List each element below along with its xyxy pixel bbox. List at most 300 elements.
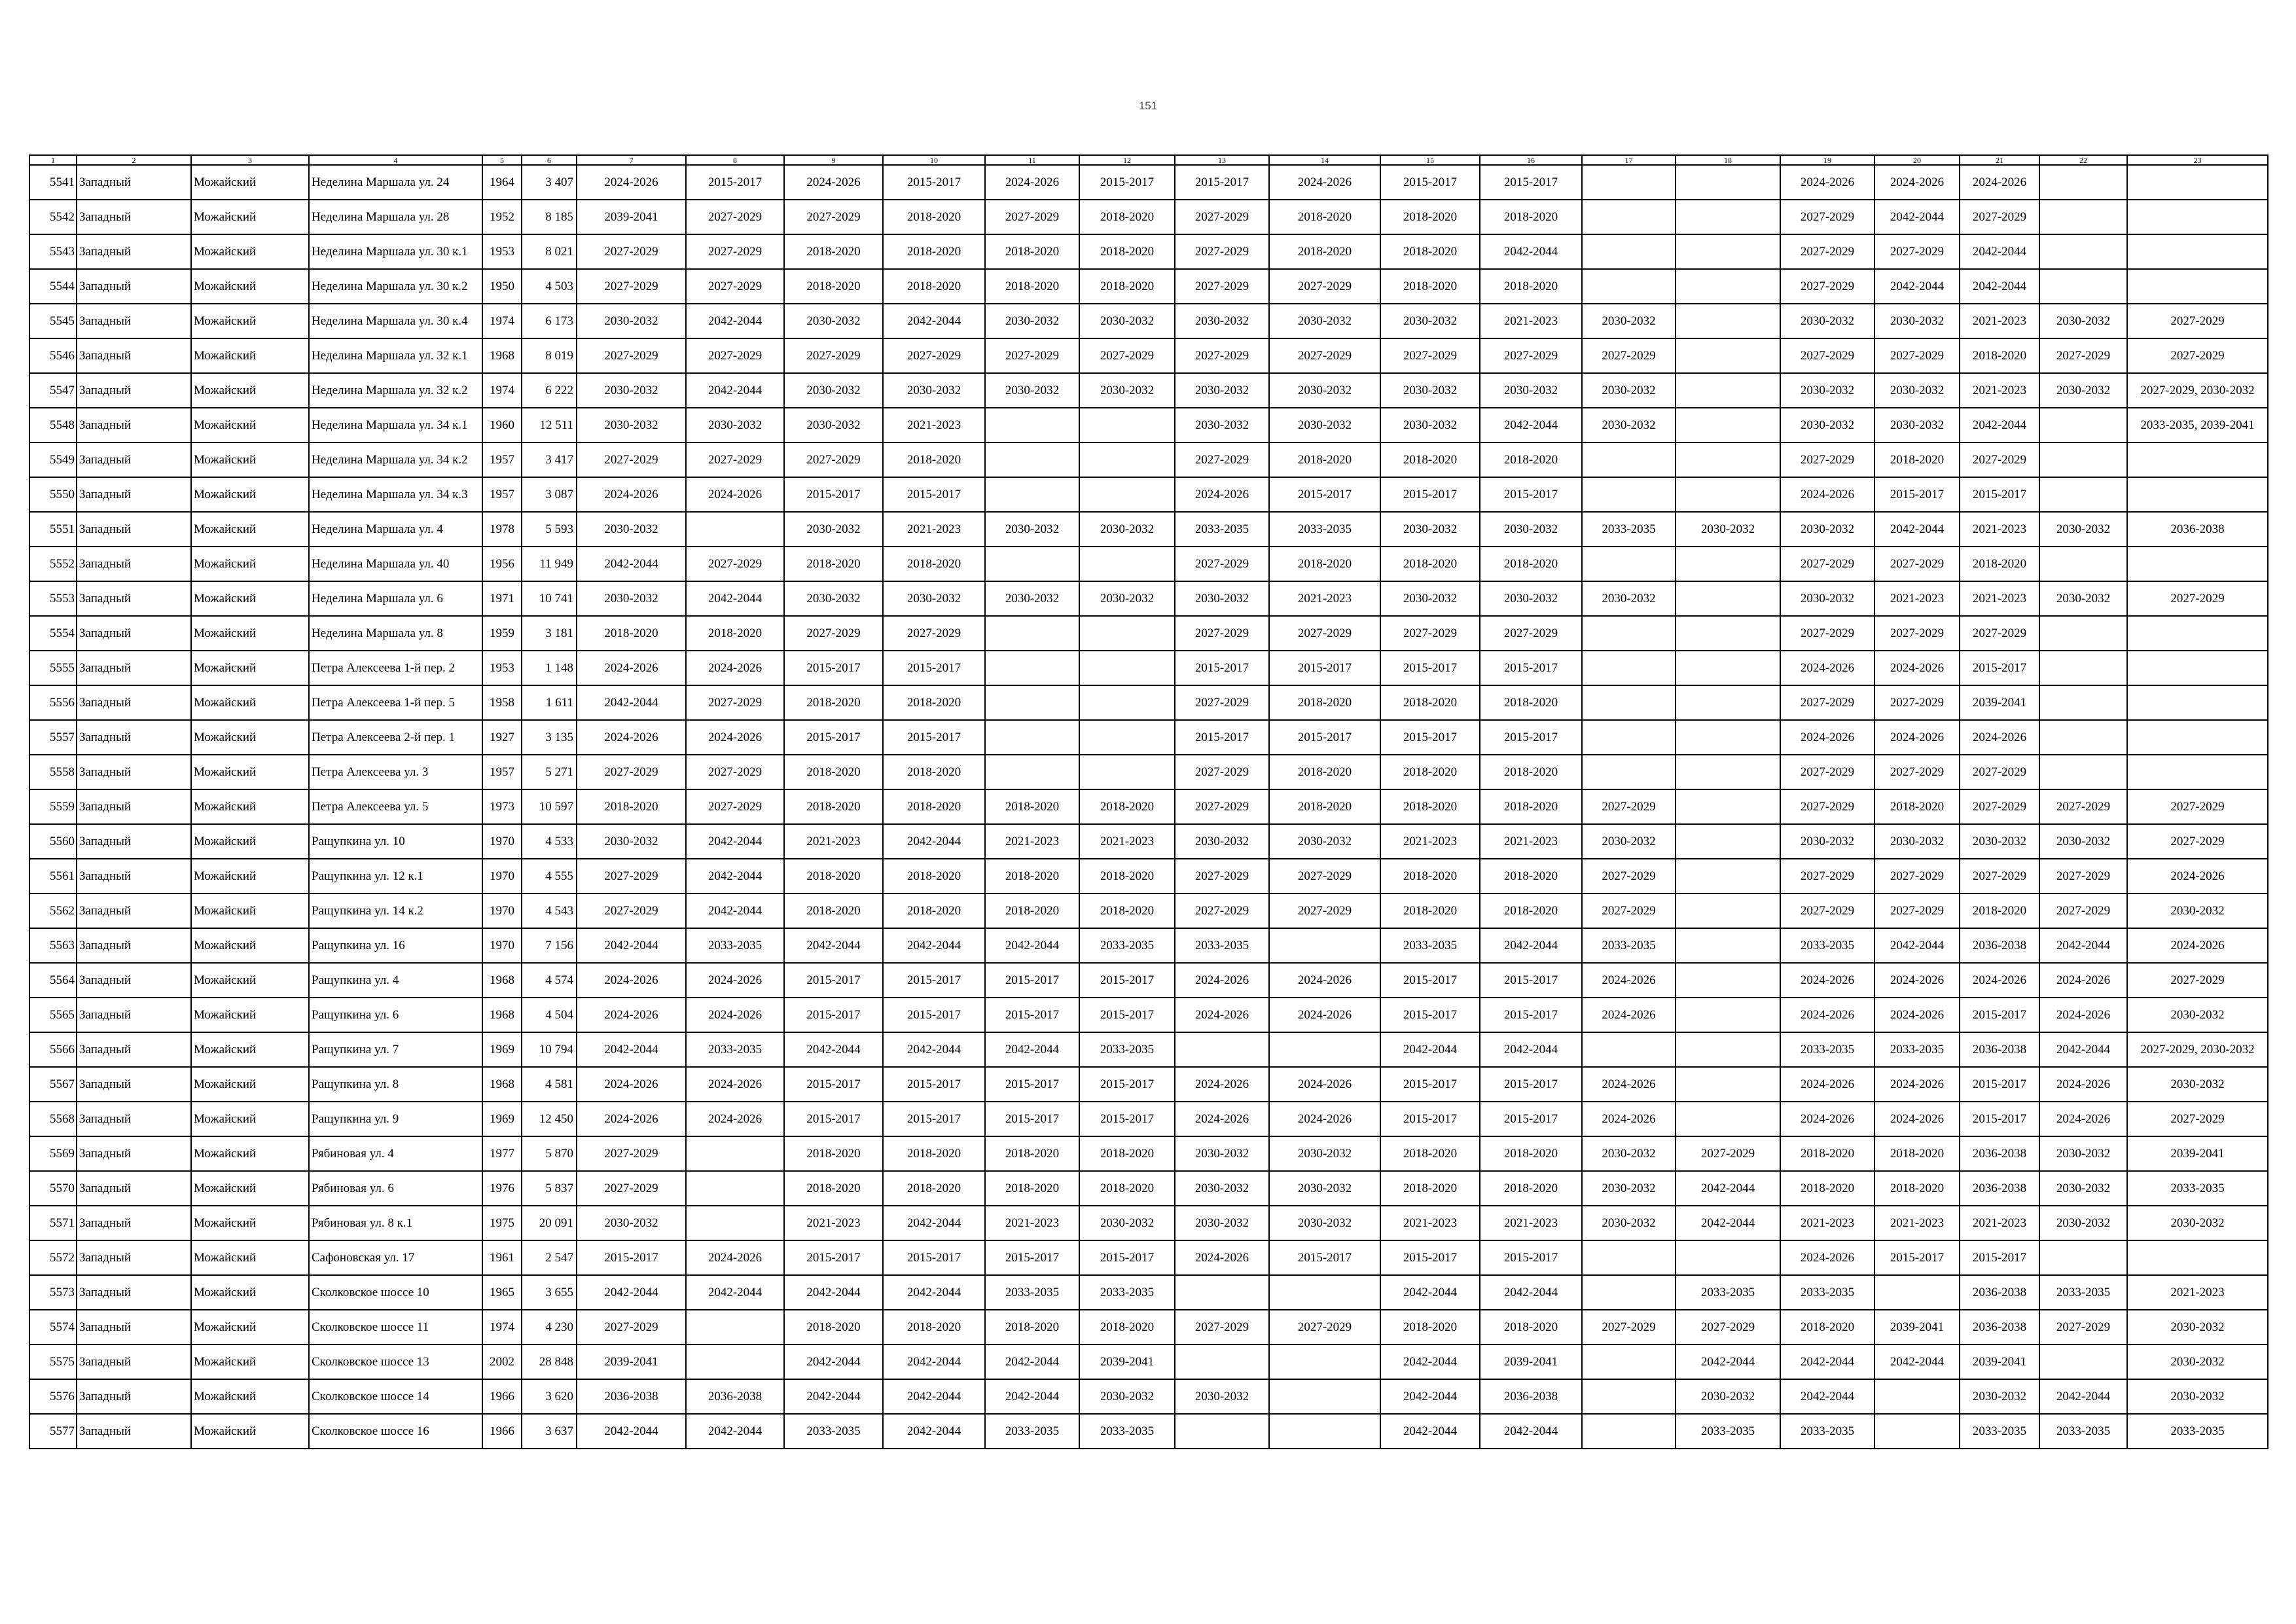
table-cell-col-2: Западный <box>77 512 191 547</box>
table-cell-col-16: 2042-2044 <box>1480 234 1582 269</box>
table-cell-col-12: 2018-2020 <box>1079 789 1175 824</box>
table-cell-col-1: 5547 <box>29 373 77 408</box>
table-cell-col-1: 5563 <box>29 928 77 963</box>
table-cell-col-15: 2015-2017 <box>1380 651 1480 685</box>
table-cell-col-2: Западный <box>77 477 191 512</box>
table-cell-col-16: 2018-2020 <box>1480 1310 1582 1344</box>
table-cell-col-13: 2027-2029 <box>1175 1310 1269 1344</box>
table-cell-col-11: 2042-2044 <box>985 1032 1079 1067</box>
table-cell-col-22: 2027-2029 <box>2039 338 2127 373</box>
table-cell-col-9: 2018-2020 <box>784 755 883 789</box>
table-row <box>29 200 2268 234</box>
table-cell-col-18 <box>1676 547 1780 581</box>
table-cell-col-4: Рябиновая ул. 6 <box>309 1171 482 1206</box>
table-cell-col-12 <box>1079 720 1175 755</box>
table-row <box>29 616 2268 651</box>
table-cell-col-23: 2027-2029 <box>2127 963 2268 998</box>
table-cell-col-11: 2030-2032 <box>985 304 1079 338</box>
table-cell-col-21: 2036-2038 <box>1960 1275 2039 1310</box>
table-cell-col-5: 1969 <box>482 1102 522 1136</box>
table-cell-col-12: 2015-2017 <box>1079 998 1175 1032</box>
table-cell-col-17 <box>1582 477 1676 512</box>
table-cell-col-19: 2024-2026 <box>1780 165 1874 200</box>
table-cell-col-11 <box>985 408 1079 442</box>
table-cell-col-15: 2015-2017 <box>1380 165 1480 200</box>
table-cell-col-17: 2024-2026 <box>1582 1067 1676 1102</box>
table-cell-col-15: 2018-2020 <box>1380 1136 1480 1171</box>
table-row <box>29 1275 2268 1310</box>
table-cell-col-17 <box>1582 1275 1676 1310</box>
table-cell-col-13: 2030-2032 <box>1175 408 1269 442</box>
table-cell-col-4: Неделина Маршала ул. 28 <box>309 200 482 234</box>
table-cell-col-16: 2018-2020 <box>1480 859 1582 893</box>
table-cell-col-16: 2018-2020 <box>1480 755 1582 789</box>
table-cell-col-1: 5558 <box>29 755 77 789</box>
table-cell-col-13: 2027-2029 <box>1175 685 1269 720</box>
table-cell-col-8 <box>686 1310 784 1344</box>
table-cell-col-5: 1965 <box>482 1275 522 1310</box>
table-cell-col-13: 2024-2026 <box>1175 1240 1269 1275</box>
table-cell-col-9: 2024-2026 <box>784 165 883 200</box>
table-cell-col-9: 2027-2029 <box>784 200 883 234</box>
table-cell-col-13: 2027-2029 <box>1175 338 1269 373</box>
table-cell-col-13 <box>1175 1275 1269 1310</box>
table-cell-col-9: 2042-2044 <box>784 1275 883 1310</box>
table-cell-col-18 <box>1676 165 1780 200</box>
table-cell-col-2: Западный <box>77 963 191 998</box>
table-cell-col-20: 2030-2032 <box>1874 408 1960 442</box>
table-cell-col-5: 1970 <box>482 928 522 963</box>
table-cell-col-19: 2030-2032 <box>1780 581 1874 616</box>
table-row <box>29 755 2268 789</box>
table-cell-col-23: 2030-2032 <box>2127 1067 2268 1102</box>
table-cell-col-11: 2018-2020 <box>985 1136 1079 1171</box>
table-cell-col-16: 2021-2023 <box>1480 1206 1582 1240</box>
table-cell-col-6: 3 620 <box>522 1379 577 1414</box>
table-cell-col-23: 2024-2026 <box>2127 859 2268 893</box>
table-cell-col-21: 2021-2023 <box>1960 512 2039 547</box>
table-cell-col-16: 2036-2038 <box>1480 1379 1582 1414</box>
table-cell-col-21: 2039-2041 <box>1960 685 2039 720</box>
table-cell-col-21: 2024-2026 <box>1960 720 2039 755</box>
table-cell-col-3: Можайский <box>191 581 309 616</box>
table-cell-col-20: 2018-2020 <box>1874 1171 1960 1206</box>
table-cell-col-17 <box>1582 442 1676 477</box>
table-cell-col-22 <box>2039 755 2127 789</box>
table-cell-col-5: 1966 <box>482 1379 522 1414</box>
table-cell-col-12: 2015-2017 <box>1079 1067 1175 1102</box>
table-cell-col-21: 2042-2044 <box>1960 408 2039 442</box>
table-cell-col-11: 2018-2020 <box>985 1310 1079 1344</box>
table-cell-col-12: 2030-2032 <box>1079 1206 1175 1240</box>
table-cell-col-5: 1970 <box>482 859 522 893</box>
table-cell-col-18 <box>1676 859 1780 893</box>
table-cell-col-7: 2039-2041 <box>577 1344 686 1379</box>
table-cell-col-16: 2027-2029 <box>1480 338 1582 373</box>
table-cell-col-6: 4 230 <box>522 1310 577 1344</box>
table-cell-col-13: 2030-2032 <box>1175 1206 1269 1240</box>
table-cell-col-15: 2021-2023 <box>1380 1206 1480 1240</box>
table-cell-col-12 <box>1079 477 1175 512</box>
table-cell-col-2: Западный <box>77 165 191 200</box>
table-cell-col-3: Можайский <box>191 1067 309 1102</box>
table-cell-col-8: 2027-2029 <box>686 789 784 824</box>
table-cell-col-19: 2030-2032 <box>1780 512 1874 547</box>
table-cell-col-8 <box>686 1344 784 1379</box>
table-cell-col-22: 2030-2032 <box>2039 581 2127 616</box>
table-cell-col-1: 5549 <box>29 442 77 477</box>
table-cell-col-4: Ращупкина ул. 12 к.1 <box>309 859 482 893</box>
table-cell-col-23: 2030-2032 <box>2127 998 2268 1032</box>
table-cell-col-3: Можайский <box>191 1136 309 1171</box>
table-cell-col-8: 2042-2044 <box>686 581 784 616</box>
table-cell-col-15: 2030-2032 <box>1380 512 1480 547</box>
table-cell-col-11: 2018-2020 <box>985 893 1079 928</box>
table-cell-col-13: 2024-2026 <box>1175 1067 1269 1102</box>
table-cell-col-22 <box>2039 547 2127 581</box>
table-cell-col-15: 2015-2017 <box>1380 477 1480 512</box>
table-cell-col-17: 2030-2032 <box>1582 1206 1676 1240</box>
table-cell-col-13: 2033-2035 <box>1175 512 1269 547</box>
table-cell-col-15: 2042-2044 <box>1380 1414 1480 1449</box>
table-cell-col-12 <box>1079 547 1175 581</box>
table-cell-col-9: 2018-2020 <box>784 893 883 928</box>
table-row <box>29 651 2268 685</box>
table-row <box>29 1310 2268 1344</box>
table-cell-col-5: 1977 <box>482 1136 522 1171</box>
table-cell-col-19: 2042-2044 <box>1780 1379 1874 1414</box>
table-cell-col-17: 2030-2032 <box>1582 824 1676 859</box>
table-cell-col-17: 2024-2026 <box>1582 963 1676 998</box>
table-cell-col-6: 7 156 <box>522 928 577 963</box>
table-cell-col-15: 2018-2020 <box>1380 893 1480 928</box>
table-cell-col-9: 2018-2020 <box>784 859 883 893</box>
table-cell-col-3: Можайский <box>191 685 309 720</box>
table-cell-col-3: Можайский <box>191 1240 309 1275</box>
table-cell-col-20 <box>1874 1414 1960 1449</box>
table-cell-col-8: 2030-2032 <box>686 408 784 442</box>
table-cell-col-10: 2042-2044 <box>883 1275 985 1310</box>
column-number-17: 17 <box>1582 155 1676 165</box>
table-cell-col-18: 2033-2035 <box>1676 1275 1780 1310</box>
table-cell-col-14: 2027-2029 <box>1269 338 1380 373</box>
table-cell-col-10: 2018-2020 <box>883 893 985 928</box>
table-cell-col-18 <box>1676 928 1780 963</box>
table-cell-col-8: 2027-2029 <box>686 234 784 269</box>
table-cell-col-6: 3 417 <box>522 442 577 477</box>
column-number-9: 9 <box>784 155 883 165</box>
table-cell-col-3: Можайский <box>191 616 309 651</box>
table-cell-col-13: 2027-2029 <box>1175 616 1269 651</box>
table-cell-col-9: 2030-2032 <box>784 581 883 616</box>
table-cell-col-15: 2030-2032 <box>1380 304 1480 338</box>
table-cell-col-20: 2027-2029 <box>1874 234 1960 269</box>
table-cell-col-21: 2021-2023 <box>1960 304 2039 338</box>
table-cell-col-15: 2015-2017 <box>1380 1102 1480 1136</box>
table-cell-col-7: 2018-2020 <box>577 789 686 824</box>
table-cell-col-3: Можайский <box>191 408 309 442</box>
table-cell-col-7: 2027-2029 <box>577 859 686 893</box>
table-cell-col-23: 2021-2023 <box>2127 1275 2268 1310</box>
table-cell-col-9: 2018-2020 <box>784 789 883 824</box>
table-cell-col-11: 2015-2017 <box>985 1067 1079 1102</box>
table-cell-col-5: 1953 <box>482 651 522 685</box>
table-cell-col-6: 12 450 <box>522 1102 577 1136</box>
table-cell-col-16: 2015-2017 <box>1480 1067 1582 1102</box>
table-cell-col-3: Можайский <box>191 234 309 269</box>
table-cell-col-2: Западный <box>77 998 191 1032</box>
table-cell-col-5: 1958 <box>482 685 522 720</box>
table-row <box>29 1102 2268 1136</box>
table-cell-col-6: 5 837 <box>522 1171 577 1206</box>
table-cell-col-15: 2018-2020 <box>1380 789 1480 824</box>
table-cell-col-15: 2027-2029 <box>1380 338 1480 373</box>
table-cell-col-23 <box>2127 442 2268 477</box>
table-cell-col-23: 2027-2029 <box>2127 824 2268 859</box>
table-cell-col-14: 2027-2029 <box>1269 269 1380 304</box>
table-cell-col-10: 2015-2017 <box>883 1102 985 1136</box>
table-cell-col-16: 2015-2017 <box>1480 998 1582 1032</box>
table-cell-col-2: Западный <box>77 338 191 373</box>
table-cell-col-12: 2015-2017 <box>1079 963 1175 998</box>
table-cell-col-11: 2024-2026 <box>985 165 1079 200</box>
table-cell-col-18 <box>1676 269 1780 304</box>
table-cell-col-8: 2042-2044 <box>686 859 784 893</box>
table-cell-col-14: 2018-2020 <box>1269 755 1380 789</box>
table-cell-col-16: 2015-2017 <box>1480 477 1582 512</box>
table-cell-col-6: 1 148 <box>522 651 577 685</box>
table-cell-col-15: 2018-2020 <box>1380 547 1480 581</box>
table-cell-col-14: 2030-2032 <box>1269 1136 1380 1171</box>
table-cell-col-16: 2015-2017 <box>1480 963 1582 998</box>
table-cell-col-3: Можайский <box>191 1171 309 1206</box>
table-cell-col-6: 5 593 <box>522 512 577 547</box>
table-cell-col-12 <box>1079 408 1175 442</box>
table-cell-col-15: 2018-2020 <box>1380 859 1480 893</box>
table-cell-col-15: 2042-2044 <box>1380 1344 1480 1379</box>
table-cell-col-2: Западный <box>77 720 191 755</box>
table-row <box>29 859 2268 893</box>
table-cell-col-21: 2021-2023 <box>1960 1206 2039 1240</box>
table-cell-col-18: 2042-2044 <box>1676 1344 1780 1379</box>
table-cell-col-10: 2027-2029 <box>883 616 985 651</box>
table-cell-col-23: 2027-2029 <box>2127 789 2268 824</box>
table-cell-col-3: Можайский <box>191 442 309 477</box>
table-cell-col-16: 2018-2020 <box>1480 1136 1582 1171</box>
table-cell-col-17: 2027-2029 <box>1582 789 1676 824</box>
page-number: 151 <box>1138 99 1158 112</box>
table-cell-col-11 <box>985 477 1079 512</box>
table-cell-col-21: 2021-2023 <box>1960 581 2039 616</box>
table-cell-col-2: Западный <box>77 1310 191 1344</box>
table-cell-col-19: 2027-2029 <box>1780 269 1874 304</box>
table-cell-col-4: Неделина Маршала ул. 32 к.2 <box>309 373 482 408</box>
table-cell-col-1: 5551 <box>29 512 77 547</box>
table-cell-col-7: 2030-2032 <box>577 304 686 338</box>
table-cell-col-17 <box>1582 720 1676 755</box>
table-cell-col-4: Сколковское шоссе 14 <box>309 1379 482 1414</box>
table-cell-col-2: Западный <box>77 859 191 893</box>
table-cell-col-12: 2018-2020 <box>1079 1310 1175 1344</box>
table-cell-col-21: 2015-2017 <box>1960 1067 2039 1102</box>
table-cell-col-11: 2042-2044 <box>985 1379 1079 1414</box>
table-cell-col-9: 2030-2032 <box>784 408 883 442</box>
table-cell-col-4: Неделина Маршала ул. 34 к.3 <box>309 477 482 512</box>
table-cell-col-21: 2021-2023 <box>1960 373 2039 408</box>
table-cell-col-22 <box>2039 477 2127 512</box>
table-cell-col-6: 4 581 <box>522 1067 577 1102</box>
table-cell-col-22: 2024-2026 <box>2039 963 2127 998</box>
table-cell-col-2: Западный <box>77 1344 191 1379</box>
table-cell-col-3: Можайский <box>191 477 309 512</box>
table-cell-col-19: 2024-2026 <box>1780 998 1874 1032</box>
table-cell-col-3: Можайский <box>191 651 309 685</box>
table-cell-col-6: 28 848 <box>522 1344 577 1379</box>
table-cell-col-12: 2018-2020 <box>1079 200 1175 234</box>
table-cell-col-12: 2030-2032 <box>1079 304 1175 338</box>
table-cell-col-20: 2024-2026 <box>1874 1102 1960 1136</box>
table-cell-col-6: 10 597 <box>522 789 577 824</box>
table-cell-col-6: 4 504 <box>522 998 577 1032</box>
table-cell-col-7: 2024-2026 <box>577 998 686 1032</box>
table-cell-col-11 <box>985 442 1079 477</box>
table-cell-col-4: Рябиновая ул. 8 к.1 <box>309 1206 482 1240</box>
table-cell-col-15: 2021-2023 <box>1380 824 1480 859</box>
table-cell-col-18 <box>1676 824 1780 859</box>
table-cell-col-12: 2021-2023 <box>1079 824 1175 859</box>
table-cell-col-1: 5572 <box>29 1240 77 1275</box>
table-cell-col-9: 2018-2020 <box>784 269 883 304</box>
table-cell-col-17: 2027-2029 <box>1582 338 1676 373</box>
table-cell-col-18 <box>1676 893 1780 928</box>
table-cell-col-20: 2015-2017 <box>1874 477 1960 512</box>
table-cell-col-10: 2018-2020 <box>883 755 985 789</box>
table-cell-col-19: 2027-2029 <box>1780 338 1874 373</box>
table-cell-col-1: 5542 <box>29 200 77 234</box>
table-cell-col-2: Западный <box>77 893 191 928</box>
table-cell-col-5: 1974 <box>482 373 522 408</box>
table-cell-col-10: 2018-2020 <box>883 1136 985 1171</box>
table-cell-col-2: Западный <box>77 1102 191 1136</box>
table-cell-col-17 <box>1582 234 1676 269</box>
column-number-23: 23 <box>2127 155 2268 165</box>
table-cell-col-8: 2042-2044 <box>686 1414 784 1449</box>
table-cell-col-1: 5569 <box>29 1136 77 1171</box>
table-cell-col-6: 4 574 <box>522 963 577 998</box>
table-row <box>29 269 2268 304</box>
table-cell-col-19: 2018-2020 <box>1780 1310 1874 1344</box>
table-cell-col-8: 2024-2026 <box>686 477 784 512</box>
table-cell-col-5: 1973 <box>482 789 522 824</box>
table-cell-col-9: 2027-2029 <box>784 338 883 373</box>
table-cell-col-6: 3 637 <box>522 1414 577 1449</box>
table-row <box>29 165 2268 200</box>
table-cell-col-14 <box>1269 928 1380 963</box>
table-cell-col-14: 2018-2020 <box>1269 234 1380 269</box>
table-cell-col-12: 2015-2017 <box>1079 1102 1175 1136</box>
table-cell-col-7: 2042-2044 <box>577 928 686 963</box>
table-cell-col-22: 2033-2035 <box>2039 1275 2127 1310</box>
table-cell-col-7: 2024-2026 <box>577 1067 686 1102</box>
table-cell-col-9: 2015-2017 <box>784 963 883 998</box>
table-cell-col-10: 2030-2032 <box>883 581 985 616</box>
table-cell-col-8: 2015-2017 <box>686 165 784 200</box>
table-cell-col-20: 2021-2023 <box>1874 1206 1960 1240</box>
table-cell-col-7: 2024-2026 <box>577 165 686 200</box>
buildings-table <box>29 154 2269 1449</box>
table-cell-col-12: 2018-2020 <box>1079 1136 1175 1171</box>
table-cell-col-11: 2015-2017 <box>985 1102 1079 1136</box>
table-cell-col-17: 2027-2029 <box>1582 859 1676 893</box>
table-cell-col-17: 2030-2032 <box>1582 373 1676 408</box>
table-cell-col-17: 2027-2029 <box>1582 893 1676 928</box>
table-cell-col-15: 2033-2035 <box>1380 928 1480 963</box>
table-cell-col-16: 2018-2020 <box>1480 685 1582 720</box>
table-cell-col-10: 2015-2017 <box>883 651 985 685</box>
table-cell-col-21: 2024-2026 <box>1960 963 2039 998</box>
table-cell-col-11: 2018-2020 <box>985 789 1079 824</box>
table-row <box>29 685 2268 720</box>
table-cell-col-1: 5555 <box>29 651 77 685</box>
table-cell-col-18 <box>1676 789 1780 824</box>
table-cell-col-18 <box>1676 755 1780 789</box>
table-cell-col-5: 1960 <box>482 408 522 442</box>
table-cell-col-3: Можайский <box>191 1275 309 1310</box>
table-cell-col-23 <box>2127 685 2268 720</box>
table-cell-col-12: 2030-2032 <box>1079 1379 1175 1414</box>
table-cell-col-7: 2024-2026 <box>577 720 686 755</box>
table-cell-col-10: 2018-2020 <box>883 789 985 824</box>
table-cell-col-12: 2018-2020 <box>1079 269 1175 304</box>
table-cell-col-18 <box>1676 581 1780 616</box>
table-cell-col-10: 2042-2044 <box>883 1379 985 1414</box>
table-cell-col-9: 2042-2044 <box>784 928 883 963</box>
table-cell-col-20: 2024-2026 <box>1874 165 1960 200</box>
table-cell-col-13: 2030-2032 <box>1175 1136 1269 1171</box>
table-cell-col-2: Западный <box>77 408 191 442</box>
table-cell-col-7: 2042-2044 <box>577 1275 686 1310</box>
table-cell-col-7: 2030-2032 <box>577 581 686 616</box>
table-cell-col-5: 1952 <box>482 200 522 234</box>
table-cell-col-9: 2021-2023 <box>784 824 883 859</box>
table-cell-col-9: 2018-2020 <box>784 234 883 269</box>
table-cell-col-23 <box>2127 477 2268 512</box>
table-row <box>29 477 2268 512</box>
table-cell-col-9: 2030-2032 <box>784 373 883 408</box>
table-cell-col-8: 2027-2029 <box>686 442 784 477</box>
table-cell-col-1: 5543 <box>29 234 77 269</box>
table-cell-col-3: Можайский <box>191 1379 309 1414</box>
table-cell-col-11 <box>985 651 1079 685</box>
table-cell-col-17 <box>1582 547 1676 581</box>
table-cell-col-5: 1964 <box>482 165 522 200</box>
table-cell-col-17 <box>1582 165 1676 200</box>
table-cell-col-9: 2018-2020 <box>784 1310 883 1344</box>
table-cell-col-4: Ращупкина ул. 9 <box>309 1102 482 1136</box>
table-cell-col-2: Западный <box>77 651 191 685</box>
table-cell-col-21: 2015-2017 <box>1960 477 2039 512</box>
column-number-2: 2 <box>77 155 191 165</box>
table-cell-col-22: 2030-2032 <box>2039 1206 2127 1240</box>
table-cell-col-6: 2 547 <box>522 1240 577 1275</box>
table-cell-col-4: Ращупкина ул. 16 <box>309 928 482 963</box>
table-cell-col-5: 1969 <box>482 1032 522 1067</box>
table-cell-col-5: 1927 <box>482 720 522 755</box>
table-cell-col-16: 2030-2032 <box>1480 373 1582 408</box>
table-cell-col-2: Западный <box>77 616 191 651</box>
table-cell-col-10: 2015-2017 <box>883 165 985 200</box>
table-cell-col-16: 2015-2017 <box>1480 1102 1582 1136</box>
